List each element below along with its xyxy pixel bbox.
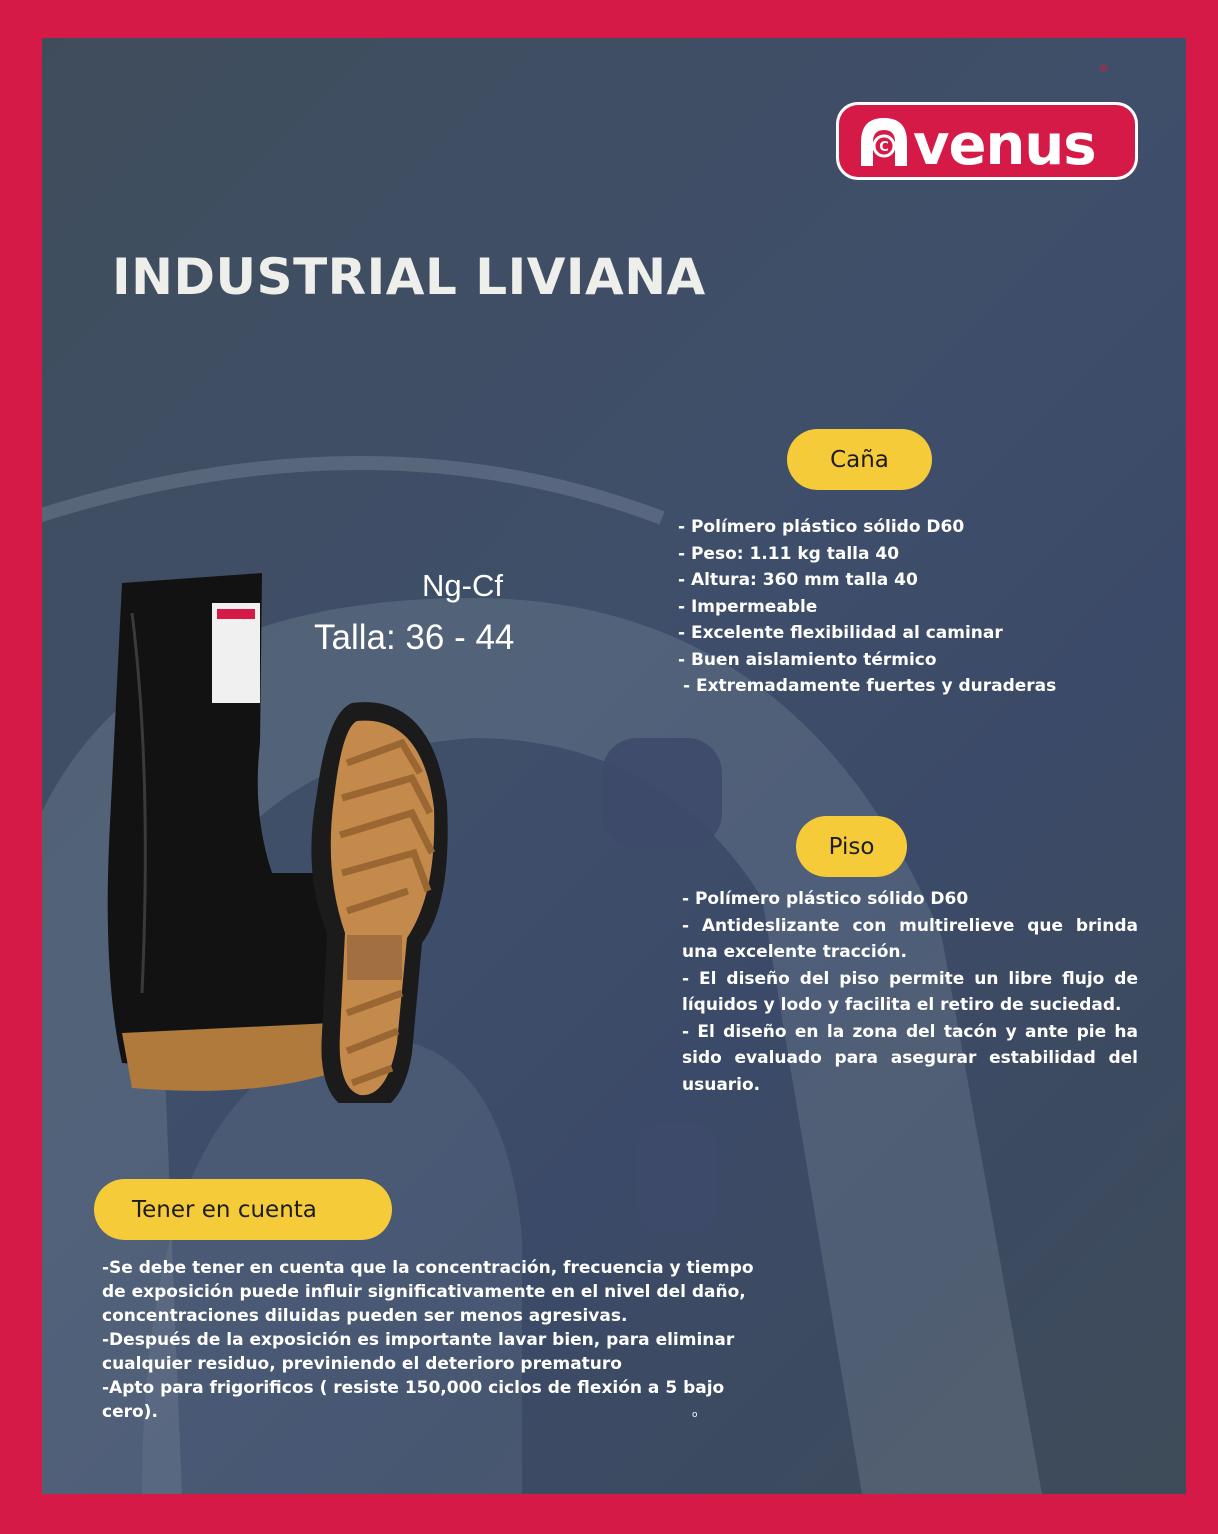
list-item: -Se debe tener en cuenta que la concentración, frecuencia y tiempo de exposición puede influir significativamente en el nivel del daño, concentraciones diluidas pueden ser menos agresivas.: [102, 1258, 754, 1326]
svg-text:venus: venus: [913, 113, 1096, 174]
section-label-piso: Piso: [796, 816, 907, 877]
list-item: - El diseño del piso permite un libre flujo de líquidos y lodo y facilita el retiro de suciedad.: [682, 968, 1138, 1015]
list-item: - Polímero plástico sólido D60: [678, 517, 965, 537]
degree-mark: o: [692, 1410, 698, 1420]
list-item: - Antideslizante con multirelieve que brinda una excelente tracción.: [682, 915, 1138, 962]
horseshoe-icon: [847, 108, 1127, 174]
section-label-cana: Caña: [787, 429, 932, 490]
registered-mark: ®: [1098, 62, 1109, 75]
list-item: - Peso: 1.11 kg talla 40: [678, 543, 900, 564]
watermark-hole: [637, 1123, 717, 1233]
list-item: -Apto para frigorificos ( resiste 150,000 ciclos de flexión a 5 bajo cero).: [102, 1378, 725, 1422]
list-item: - Polímero plástico sólido D60: [682, 889, 969, 909]
product-code: Ng-Cf: [422, 568, 503, 603]
list-item: -Después de la exposición es importante lavar bien, para eliminar cualquier residuo, previniendo el deterioro prematuro: [102, 1330, 735, 1374]
list-item: - El diseño en la zona del tacón y ante pie ha sido evaluado para asegurar estabilidad del usuario.: [682, 1021, 1138, 1095]
piso-feature-list: [682, 886, 1138, 1098]
tener-en-cuenta-list: [102, 1256, 782, 1424]
list-item: - Extremadamente fuertes y duraderas: [683, 676, 1057, 696]
page-title: INDUSTRIAL LIVIANA: [112, 248, 706, 306]
cana-feature-list: [678, 514, 1118, 700]
list-item: - Impermeable: [678, 596, 818, 617]
product-size: Talla: 36 - 44: [314, 618, 515, 657]
list-item: - Buen aislamiento térmico: [678, 649, 937, 670]
venus-logo: [836, 102, 1138, 180]
list-item: - Altura: 360 mm talla 40: [678, 570, 918, 590]
product-sheet-panel: [42, 38, 1186, 1494]
list-item: - Excelente flexibilidad al caminar: [678, 623, 1003, 643]
svg-text:C: C: [879, 140, 889, 155]
watermark-hole: [602, 738, 722, 848]
section-label-tener-en-cuenta: Tener en cuenta: [94, 1179, 392, 1240]
